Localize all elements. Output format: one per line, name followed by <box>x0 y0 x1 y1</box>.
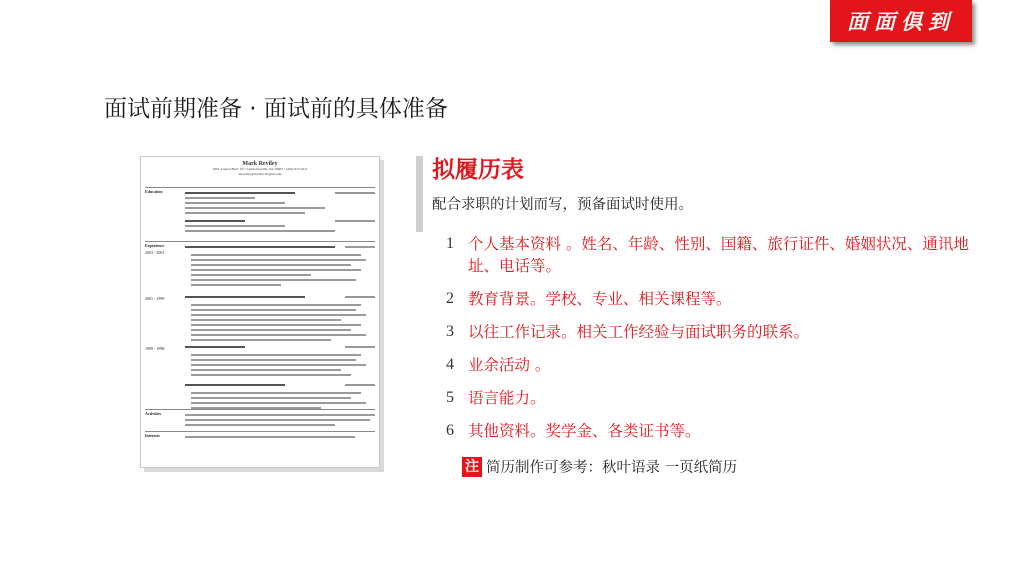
note-badge: 注 <box>462 457 482 477</box>
list-item <box>446 233 976 277</box>
section-description: 配合求职的计划而写，预备面试时使用。 <box>432 197 693 213</box>
list-item-text: 语言能力。 <box>468 389 546 407</box>
list-item <box>446 420 976 442</box>
page-title: 面试前期准备 · 面试前的具体准备 <box>104 96 448 122</box>
resume-contact: 1901 Aragon Blvd. #5 • Charlottesville, VA 22903 • (434) 972-0111 <box>212 167 308 171</box>
list-item-text: 个人基本资料 。姓名、年龄、性别、国籍、旅行证件、婚姻状况、通讯地址、电话等。 <box>468 235 969 275</box>
requirement-list <box>446 233 976 453</box>
reference-note <box>462 456 737 477</box>
resume-year-label: 1999 - 1998 <box>145 346 165 351</box>
list-item-number: 2 <box>446 290 454 307</box>
resume-document <box>140 156 380 468</box>
list-item <box>446 288 976 310</box>
section-accent-bar <box>416 156 423 232</box>
list-item <box>446 354 976 376</box>
resume-section-experience <box>145 241 375 432</box>
list-item-number: 6 <box>446 422 454 439</box>
list-item-text: 其他资料。奖学金、各类证书等。 <box>468 422 701 440</box>
list-item-number: 5 <box>446 389 454 406</box>
list-item-text: 业余活动 。 <box>468 356 551 374</box>
list-item-text: 教育背景。学校、专业、相关课程等。 <box>468 290 732 308</box>
list-item-number: 4 <box>446 356 454 373</box>
list-item-number: 1 <box>446 235 454 252</box>
resume-section-interests <box>145 431 375 446</box>
note-text: 简历制作可参考：秋叶语录 一页纸简历 <box>486 460 738 476</box>
resume-section-label: Experience <box>145 243 165 248</box>
resume-section-activities <box>145 409 375 430</box>
list-item-number: 3 <box>446 323 454 340</box>
list-item <box>446 321 976 343</box>
resume-section-label: Education <box>145 189 163 194</box>
resume-year-label: 2001 - 1999 <box>145 296 165 301</box>
section-heading: 拟履历表 <box>432 157 524 183</box>
resume-email: mreviley@darden.virginia.edu <box>238 172 282 176</box>
resume-preview-image <box>140 156 384 472</box>
list-item-text: 以往工作记录。相关工作经验与面试职务的联系。 <box>468 323 810 341</box>
brand-logo <box>830 0 972 42</box>
resume-name: Mark Reviley <box>242 161 278 167</box>
resume-section-label: Interests <box>145 433 160 438</box>
resume-section-label: Activities <box>145 411 161 416</box>
resume-year-label: 2003 - 2001 <box>145 250 165 255</box>
list-item <box>446 387 976 409</box>
brand-logo-text: 面面俱到 <box>847 9 955 34</box>
resume-section-education <box>145 187 375 240</box>
